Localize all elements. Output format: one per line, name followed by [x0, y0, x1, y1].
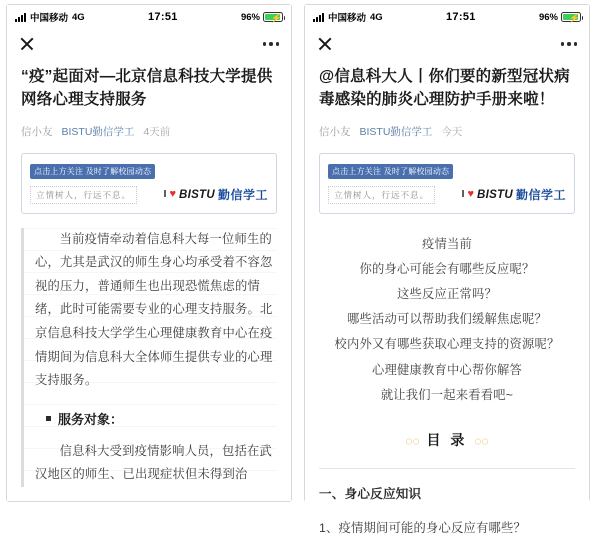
brand-logo [462, 186, 566, 203]
close-icon[interactable] [19, 36, 35, 52]
follow-banner[interactable] [21, 153, 277, 214]
battery-icon [561, 12, 581, 22]
paragraph-2: 信息科大受到疫情影响人员，包括在武汉地区的师生、已出现症状但未得到治 [35, 443, 273, 482]
left-nav-bar [7, 29, 291, 59]
right-nav-bar [305, 29, 589, 59]
bullet-square-icon [46, 416, 51, 421]
account-link[interactable]: BISTU勤信学工 [61, 125, 135, 138]
heart-icon: ♥ [467, 188, 474, 200]
brand-bistu-label: BISTU [476, 188, 513, 201]
follow-banner-body [30, 186, 268, 204]
brand-i-label: I [461, 189, 465, 200]
more-dots-icon[interactable] [263, 42, 280, 46]
signal-strength-icon [313, 13, 324, 22]
page-title: @信息科大人丨你们要的新型冠状病毒感染的肺炎心理防护手册来啦！ [319, 68, 570, 109]
battery-percent-label: 96% [240, 11, 260, 23]
left-status-left [15, 10, 85, 24]
toc-section-item[interactable]: 1、疫情期间可能的身心反应有哪些？ [319, 520, 526, 535]
left-content-wrap [21, 228, 277, 487]
brand-i-label: I [163, 189, 167, 200]
right-status-right [539, 12, 581, 23]
page-title: “疫”起面对—北京信息科技大学提供网络心理支持服务 [21, 68, 273, 109]
paragraph-1: 当前疫情牵动着信息科大每一位师生的心，尤其是武汉的师生身心均承受着不容忽视的压力，普通师生也出现恐慌焦虑的情绪，此时可能需要专业的心理支持服务。北京信息科技大学学生心理健康教育中心在疫情期间为信息科大全体师生提供专业的心理支持服务。 [35, 231, 273, 388]
author-label: 信小友 [21, 125, 53, 138]
right-article-body [305, 59, 589, 536]
network-type-label: 4G [72, 11, 85, 23]
toc-label: 目 录 [426, 431, 468, 448]
right-status-bar [305, 5, 589, 29]
divider [319, 468, 575, 469]
carrier-label: 中国移动 [30, 13, 69, 24]
intro-line: 你的身心可能会有哪些反应呢？ [359, 261, 535, 276]
brand-cn-label: 勤信学工 [515, 188, 566, 202]
battery-icon [263, 12, 283, 22]
left-status-bar [7, 5, 291, 29]
toc-section-title[interactable]: 一、身心反应知识 [319, 486, 422, 501]
left-phone-screen [6, 4, 292, 502]
brand-logo [164, 186, 268, 203]
article-meta [319, 124, 575, 139]
battery-percent-label: 96% [538, 11, 558, 23]
close-icon[interactable] [317, 36, 333, 52]
toc-deco-right: ◌◌ [474, 433, 489, 448]
clock-label: 17:51 [148, 11, 178, 23]
intro-line: 疫情当前 [422, 236, 472, 251]
charging-bolt-icon: ⚡ [568, 13, 580, 23]
account-link[interactable]: BISTU勤信学工 [359, 125, 433, 138]
network-type-label: 4G [370, 11, 383, 23]
toc-deco-left: ◌◌ [405, 433, 420, 448]
brand-cn-label: 勤信学工 [217, 188, 268, 202]
intro-line: 哪些活动可以帮助我们缓解焦虑呢？ [347, 312, 547, 327]
publish-date-label: 4天前 [143, 125, 171, 138]
intro-lines [319, 232, 575, 408]
follow-hint-label: 点击上方关注 及时了解校园动态 [30, 164, 155, 179]
slogan-label: 立情树人，行远不息。 [30, 186, 137, 204]
signal-strength-icon [15, 13, 26, 22]
left-status-right [241, 12, 283, 23]
article-meta [21, 124, 277, 139]
subheading-label: 服务对象： [58, 411, 124, 427]
author-label: 信小友 [319, 125, 351, 138]
more-dots-icon[interactable] [561, 42, 578, 46]
carrier-label: 中国移动 [328, 13, 367, 24]
brand-bistu-label: BISTU [178, 188, 215, 201]
heart-icon: ♥ [169, 188, 176, 200]
left-article-body [7, 59, 291, 501]
intro-line: 校内外又有哪些获取心理支持的资源呢？ [334, 337, 560, 352]
quote-block [21, 228, 277, 487]
right-status-left [313, 10, 383, 24]
table-of-contents-heading [319, 430, 575, 450]
intro-line: 心理健康教育中心帮你解答 [372, 362, 522, 377]
clock-label: 17:51 [446, 11, 476, 23]
follow-banner[interactable] [319, 153, 575, 214]
intro-line: 就让我们一起来看看吧~ [380, 387, 514, 402]
subheading-service-target [35, 409, 277, 428]
follow-hint-label: 点击上方关注 及时了解校园动态 [328, 164, 453, 179]
publish-date-label: 今天 [441, 125, 463, 138]
follow-banner-body [328, 186, 566, 204]
intro-line: 这些反应正常吗？ [397, 286, 497, 301]
right-phone-screen [304, 4, 590, 535]
charging-bolt-icon: ⚡ [270, 13, 282, 23]
slogan-label: 立情树人，行远不息。 [328, 186, 435, 204]
